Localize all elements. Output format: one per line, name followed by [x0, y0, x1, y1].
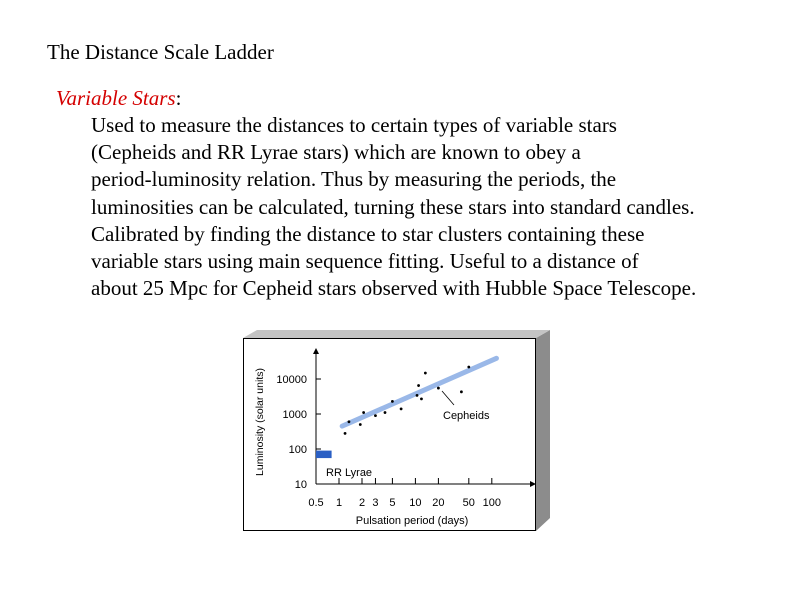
frame-side-shade — [536, 330, 550, 531]
x-tick-label: 5 — [389, 497, 396, 509]
cepheid-point — [359, 423, 362, 426]
cepheid-point — [437, 387, 440, 390]
section-term: Variable Stars — [56, 86, 176, 110]
body-line: Calibrated by finding the distance to star clusters containing these — [91, 221, 645, 246]
body-line: about 25 Mpc for Cepheid stars observed with Hubble Space Telescope. — [91, 276, 697, 301]
cepheid-series-label: Cepheids — [443, 410, 490, 422]
chart-svg — [243, 330, 550, 531]
cepheid-point — [374, 414, 377, 417]
body-line: Used to measure the distances to certain types of variable stars — [91, 113, 617, 137]
body-line: period-luminosity relation. Thus by measuring the periods, the — [91, 167, 617, 192]
body-paragraph — [91, 112, 796, 302]
y-tick-label: 10000 — [276, 374, 307, 386]
cepheid-point — [362, 411, 365, 414]
cepheid-point — [424, 372, 427, 375]
y-tick-label: 1000 — [282, 409, 307, 421]
cepheid-point — [400, 407, 403, 410]
period-luminosity-figure — [243, 330, 550, 531]
frame-top-shade — [243, 330, 550, 338]
y-tick-label: 10 — [294, 479, 307, 491]
cepheid-point — [460, 390, 463, 393]
x-tick-label: 100 — [482, 497, 501, 509]
cepheid-point — [384, 411, 387, 414]
body-line: (Cepheids and RR Lyrae stars) which are known to obey a — [91, 140, 581, 165]
x-tick-label: 2 — [358, 497, 366, 509]
x-tick-label: 20 — [432, 497, 445, 509]
y-tick-label: 100 — [288, 444, 307, 456]
x-axis-title: Pulsation period (days) — [355, 515, 469, 527]
x-tick-label: 0.5 — [308, 497, 324, 509]
cepheid-point — [467, 366, 470, 369]
x-tick-label: 3 — [372, 497, 379, 509]
y-axis-title: Luminosity (solar units) — [254, 368, 266, 476]
rr-lyrae-region — [316, 451, 332, 458]
cepheid-point — [416, 394, 419, 397]
x-tick-label: 50 — [462, 497, 475, 509]
cepheid-point — [391, 400, 394, 403]
body-line: luminosities can be calculated, turning these stars into standard candles. — [91, 194, 695, 219]
body-line: variable stars using main sequence fitting. Useful to a distance of — [91, 249, 639, 274]
cepheid-point — [348, 420, 351, 423]
section-heading — [56, 85, 181, 111]
section-colon: : — [175, 86, 182, 110]
rr-lyrae-series-label: RR Lyrae — [326, 467, 373, 479]
cepheid-point — [344, 432, 347, 435]
page-title: The Distance Scale Ladder — [47, 40, 274, 64]
cepheid-point — [417, 384, 420, 387]
cepheid-point — [420, 398, 423, 401]
x-tick-label: 1 — [335, 497, 343, 509]
x-tick-label: 10 — [409, 497, 422, 509]
